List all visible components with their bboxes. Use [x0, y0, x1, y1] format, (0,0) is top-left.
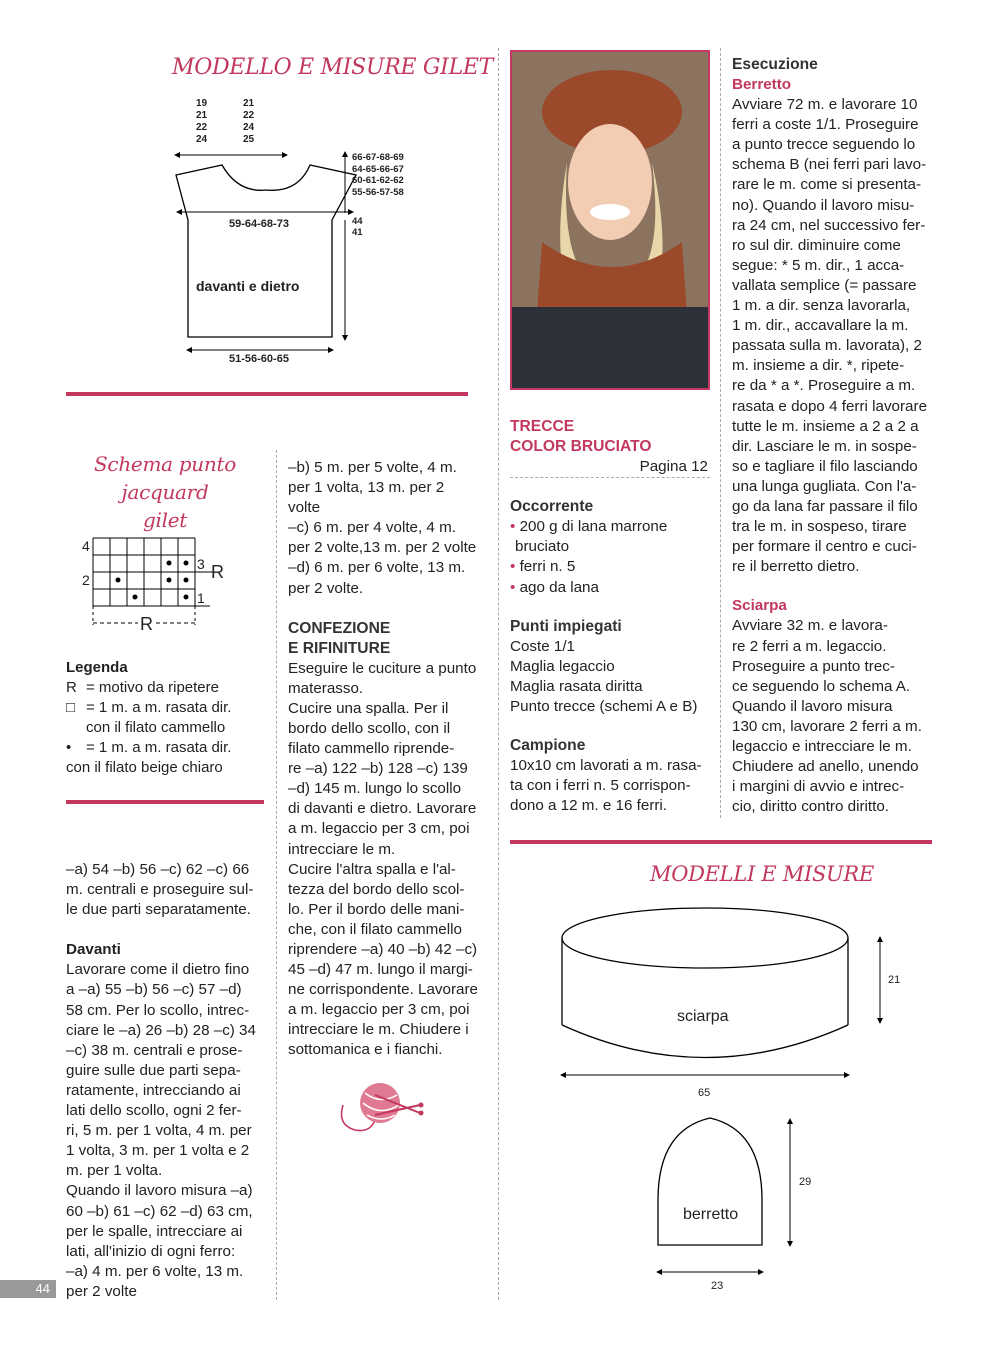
confezione-heading: CONFEZIONE	[288, 619, 391, 637]
page-number: 44	[0, 1280, 56, 1298]
column-separator	[276, 450, 277, 1300]
model-photo	[510, 50, 710, 390]
jacquard-legend	[66, 658, 266, 779]
jacquard-title: Schema punto jacquard gilet	[94, 452, 236, 532]
hat-height-label: 29	[799, 1176, 812, 1188]
legend-item: con il filato cammello	[86, 719, 226, 737]
rifiniture-heading: E RIFINITURE	[288, 639, 391, 657]
legend-item: con il filato beige chiaro	[66, 759, 223, 777]
jacquard-repeat-label-bottom: R	[140, 614, 153, 634]
legend-title: Legenda	[66, 659, 128, 676]
berretto-heading: Berretto	[732, 76, 792, 93]
gilet-width-chest: 59-64-68-73	[229, 218, 289, 230]
scarf-height-label: 21	[888, 974, 901, 986]
gilet-title: MODELLO E MISURE GILET	[172, 55, 494, 80]
jacquard-repeat-label-side: R	[211, 562, 224, 582]
hat-label: berretto	[683, 1206, 739, 1223]
gilet-dims-top-right: 21 22 24 25	[243, 98, 255, 145]
column-separator	[720, 48, 721, 818]
gilet-width-bottom: 51-56-60-65	[229, 353, 289, 365]
column-4: Esecuzione Berretto Avviare 72 m. e lavorare 10 ferri a coste 1/1. Proseguire a punto trecce seguendo lo schema B (nei ferri pari lavo- rare le m. come si presenta- no). Quando il lavoro misu- ra 24 cm, nel successivo fer- ro sul dir. diminuire come segue: * 5 m. dir., 1 acca- vallata semplice (= passare 1 m. a dir. senza lavorarla, 1 m. dir., accavallare la m. passata sulla m. lavorata), 2 m. insieme a dir. *, ripete- re da * a *. Proseguire a m. rasata e dopo 4 ferri lavorare tutte le m. insieme a 2 a 2 a dir. Lasciare le m. in sospe- so e tagliare il filo lasciando una lunga gugliata. Con l'a- go da lana far passare il filo tra le m. in sospeso, tirare per formare il centro e cuci- re il berretto dietro. Sciarpa Avviare 32 m. e lavora- re 2 ferri a m. legaccio. Proseguire a punto trec- ce seguendo lo schema A. Quando il lavoro misura 130 cm, lavorare 2 ferri a m. legaccio e intrecciare le m. Chiudere ad anello, unendo i margini di avvio e intrec- cio, diritto contro diritto.	[732, 55, 932, 817]
campione-heading: Campione	[510, 737, 586, 755]
legend-item: • = 1 m. a m. rasata dir.	[66, 739, 232, 757]
pattern-title-line2: COLOR BRUCIATO	[510, 438, 652, 456]
divider-jacquard	[66, 800, 264, 804]
model-photo-illustration	[512, 52, 708, 388]
scarf-label: sciarpa	[677, 1008, 729, 1025]
gilet-dims-right-mid: 44 41	[352, 216, 363, 238]
jacquard-grid	[78, 533, 248, 633]
yarn-ball-icon	[335, 1075, 430, 1145]
pattern-title-line1: TRECCE	[510, 418, 575, 435]
list-item: • ferri n. 5	[510, 558, 576, 576]
hat-width-label: 23	[711, 1280, 724, 1292]
jacquard-row-label-4: 4	[82, 538, 90, 554]
modelli-title: MODELLI E MISURE	[650, 862, 874, 886]
legend-item: R = motivo da ripetere	[66, 679, 219, 697]
column-1: –a) 54 –b) 56 –c) 62 –c) 66 m. centrali e proseguire sul- le due parti separatamente. Davanti Lavorare come il dietro fino a –a) 55 –b) 56 –c) 57 –d) 58 cm. Per lo scollo, intrec- ciare le –a) 26 –b) 28 –c) 34 –c) 38 m. centrali e prose- guire sulle due parti sepa- ratamente, intrecciando ai lati dello scollo, ogni 2 fer- ri, 5 m. per 1 volta, 4 m. per 1 volta, 3 m. per 1 volta e 2 m. per 1 volta. Quando il lavoro misura –a) 60 –b) 61 –c) 62 –d) 63 cm, per le spalle, intrecciare ai lati, all'inizio di ogni ferro: –a) 4 m. per 6 volte, 13 m. per 2 volte	[66, 860, 266, 1302]
gilet-body-label: davanti e dietro	[196, 278, 300, 294]
sciarpa-heading: Sciarpa	[732, 597, 787, 615]
jacquard-row-label-2: 2	[82, 572, 90, 588]
divider-gilet	[66, 392, 468, 396]
jacquard-row-label-3: 3	[197, 556, 205, 572]
legend-item: □ = 1 m. a m. rasata dir.	[66, 699, 232, 717]
scarf-hat-schematic	[550, 900, 930, 1295]
scarf-width-label: 65	[698, 1087, 711, 1099]
gilet-dims-top-left: 19 21 22 24	[196, 98, 208, 145]
punti-heading: Punti impiegati	[510, 617, 622, 635]
davanti-heading: Davanti	[66, 941, 121, 959]
esecuzione-heading: Esecuzione	[732, 56, 818, 73]
list-item: • 200 g di lana marrone	[510, 518, 668, 536]
column-separator	[498, 48, 499, 1300]
column-3: TRECCE COLOR BRUCIATO Pagina 12 Occorrente • 200 g di lana marrone bruciato • ferri n. 5 • ago da lana Punti impiegati Coste 1/1 Maglia legaccio Maglia rasata diritta Punto trecce (schemi A e B) Campione 10x10 cm lavorati a m. rasa- ta con i ferri n. 5 corrispon- dono a 12 m. e 16 ferri.	[510, 418, 708, 815]
list-item: • ago da lana	[510, 578, 599, 596]
divider-modelli	[510, 840, 932, 844]
gilet-dims-right-top: 66-67-68-69 64-65-66-67 60-61-62-62 55-56-57-58	[352, 152, 404, 198]
column-2: –b) 5 m. per 5 volte, 4 m. per 1 volta, 13 m. per 2 volte –c) 6 m. per 4 volte, 4 m. per 2 volte,13 m. per 2 volte –d) 6 m. per 6 volte, 13 m. per 2 volte. CONFEZIONE E RIFINITURE Eseguire le cuciture a punto materasso. Cucire una spalla. Per il bordo dello scollo, con il filato cammello riprende- re –a) 122 –b) 128 –c) 139 –d) 145 m. lungo lo scollo di davanti e dietro. Lavorare a m. legaccio per 3 cm, poi intrecciare le m. Cucire l'altra spalla e l'al- tezza del bordo dello scol- lo. Per il bordo delle mani- che, con il filato cammello riprendere –a) 40 –b) 42 –c) 45 –d) 47 m. lungo il margi- ne corrispondente. Lavorare a m. legaccio per 3 cm, poi intrecciare le m. Chiudere i sottomanica e i fianchi.	[288, 458, 488, 1061]
occorrente-heading: Occorrente	[510, 498, 594, 516]
jacquard-row-label-1: 1	[197, 590, 205, 606]
page-reference: Pagina 12	[510, 457, 710, 478]
